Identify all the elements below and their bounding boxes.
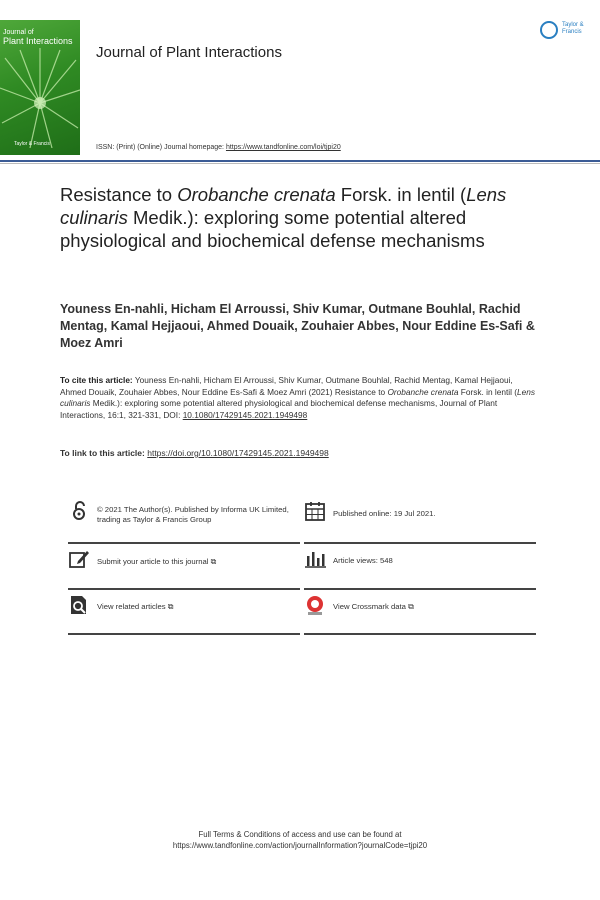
article-title: [60, 183, 560, 252]
article-link-label: To link to this article:: [60, 448, 145, 458]
external-link-icon: ⧉: [210, 557, 217, 566]
journal-homepage-link[interactable]: https://www.tandfonline.com/loi/tjpi20: [225, 144, 341, 151]
citation-italic: Orobanche crenata: [387, 386, 459, 397]
crossmark-icon: [304, 594, 326, 616]
submit-article-label: Submit your article to this journal: [97, 557, 209, 566]
related-search-icon: [68, 594, 90, 616]
footer-terms-text: Full Terms & Conditions of access and use can be found at: [198, 830, 402, 839]
article-views: Article views: 548: [333, 556, 393, 565]
edit-icon: [68, 548, 90, 570]
related-articles-label: View related articles: [97, 602, 166, 611]
submit-article-link[interactable]: [97, 557, 297, 567]
views-box: [304, 548, 536, 590]
bar-chart-icon: [304, 548, 326, 570]
title-part: Resistance to: [60, 184, 178, 205]
publisher-logo[interactable]: [540, 20, 598, 42]
open-access-icon: [68, 500, 90, 522]
cover-title-line1: Journal of: [3, 29, 34, 36]
license-box: [68, 500, 300, 544]
issn-line: [96, 144, 341, 151]
related-articles-box[interactable]: [68, 594, 300, 636]
article-link[interactable]: https://doi.org/10.1080/17429145.2021.1949498: [147, 448, 329, 458]
doi-link[interactable]: 10.1080/17429145.2021.1949498: [182, 409, 308, 420]
box-divider: [304, 588, 536, 590]
crossmark-label: View Crossmark data: [333, 602, 406, 611]
publisher-logo-icon: [540, 21, 558, 39]
box-divider: [68, 633, 300, 635]
cover-title: [3, 28, 73, 46]
plant-graphic: [0, 48, 80, 148]
cover-title-line2: Plant Interactions: [3, 36, 73, 46]
header-divider: [0, 160, 600, 162]
citation-text: Youness En-nahli, Hicham El Arroussi, Shiv Kumar, Outmane Bouhlal, Rachid Mentag, Kamal Hejjaoui, Ahmed Douaik, Zouhaier Abbes, Nour Eddine Es-Safi & Moez Amri (2021) Resistance to: [60, 375, 513, 397]
title-part: Forsk. in lentil (: [335, 184, 467, 205]
calendar-icon: [304, 500, 326, 522]
external-link-icon: ⧉: [408, 602, 414, 611]
citation-label: To cite this article:: [60, 375, 133, 385]
box-divider: [68, 542, 300, 544]
citation-block: [60, 375, 538, 421]
journal-title[interactable]: Journal of Plant Interactions: [96, 44, 282, 61]
terms-footer: [0, 829, 600, 851]
citation-italic: Lens culinaris: [60, 386, 536, 408]
published-date: Published online: 19 Jul 2021.: [333, 509, 436, 518]
related-articles-link[interactable]: [97, 602, 297, 612]
issn-text: ISSN: (Print) (Online) Journal homepage:: [96, 144, 224, 151]
cover-publisher-logo: Taylor & Francis: [14, 141, 50, 147]
publisher-logo-text: Taylor & Francis: [562, 22, 584, 35]
external-link-icon: ⧉: [167, 602, 174, 611]
citation-text: Medik.): exploring some potential altered physiological and biochemical defense mechanisms, Journal of Plant Interactions, 16:1, 321-331, DOI:: [60, 398, 498, 420]
title-italic: Orobanche crenata: [177, 184, 336, 205]
published-box: [304, 500, 536, 544]
header-divider-thin: [0, 163, 600, 164]
license-text: © 2021 The Author(s). Published by Informa UK Limited, trading as Taylor & Francis Group: [97, 505, 289, 524]
article-link-row: [60, 448, 329, 458]
crossmark-link[interactable]: [333, 602, 533, 612]
journal-cover-image: [0, 20, 80, 155]
box-divider: [304, 542, 536, 544]
author-list: Youness En-nahli, Hicham El Arroussi, Shiv Kumar, Outmane Bouhlal, Rachid Mentag, Kamal Hejjaoui, Ahmed Douaik, Zouhaier Abbes, Nour Eddine Es-Safi & Moez Amri: [60, 302, 535, 350]
box-divider: [68, 588, 300, 590]
submit-article-box[interactable]: [68, 548, 300, 590]
crossmark-box[interactable]: [304, 594, 536, 636]
title-italic: Lens culinaris: [60, 184, 507, 228]
citation-text: Forsk. in lentil (: [458, 386, 518, 397]
box-divider: [304, 633, 536, 635]
footer-terms-link[interactable]: https://www.tandfonline.com/action/journalInformation?journalCode=tjpi20: [172, 841, 428, 850]
title-part: Medik.): exploring some potential altered physiological and biochemical defense mechanisms: [60, 207, 485, 251]
